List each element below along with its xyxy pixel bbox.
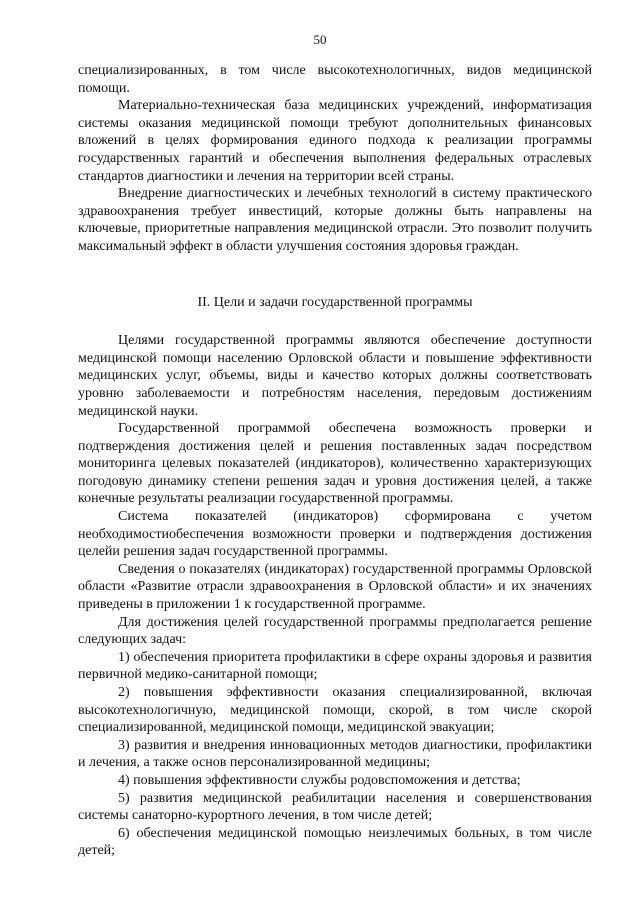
paragraph-material-base: Материально-техническая база медицинских учреждений, информатизация системы оказания медицинской помощи требуют дополнительных финансовых вложений в целях формирования единого подхода к реализации программы государственных гарантий и обеспечения выполнения федеральных отраслевых стандартов диагностики и лечения на территории всей страны. — [78, 98, 592, 184]
page-number: 50 — [313, 32, 327, 47]
task-item-2: 2) повышения эффективности оказания специализированной, включая высокотехнологичную, медицинской помощи, скорой, в том числе скорой специализированной, медицинской помощи, медицинской эвакуации; — [78, 685, 592, 736]
paragraph-indicator-info: Сведения о показателях (индикаторах) государственной программы Орловской области «Развитие отрасли здравоохранения в Орловской области» и их значениях приведены в приложении 1 к государственной программе. — [78, 561, 592, 613]
paragraph-tasks-intro: Для достижения целей государственной программы предполагается решение следующих задач: — [78, 614, 592, 648]
paragraph-technologies: Внедрение диагностических и лечебных технологий в систему практического здравоохранения требует инвестиций, которые должны быть направлены на ключевые, приоритетные направления медицинской отрасли. Это позволит получить максимальный эффект в области улучшения состояния здоровья граждан. — [78, 186, 592, 254]
task-item-1: 1) обеспечения приоритета профилактики в сфере охраны здоровья и развития первичной медико-санитарной помощи; — [78, 649, 592, 683]
section-heading: II. Цели и задачи государственной программы — [197, 294, 473, 310]
task-item-3: 3) развития и внедрения инновационных методов диагностики, профилактики и лечения, а также основ персонализированной медицины; — [78, 737, 592, 771]
task-item-5: 5) развития медицинской реабилитации населения и совершенствования системы санаторно-курортного лечения, в том числе детей; — [78, 790, 592, 824]
paragraph-continuation: специализированных, в том числе высокотехнологичных, видов медицинской помощи. — [78, 63, 592, 96]
document-body — [78, 62, 592, 860]
paragraph-goals: Целями государственной программы являются обеспечение доступности медицинской помощи населению Орловской области и повышение эффективности медицинских услуг, объемы, виды и качество которых должны соответствовать уровню заболеваемости и потребностям населения, передовым достижениям медицинской науки. — [78, 333, 592, 419]
task-item-4: 4) повышения эффективности службы родовспоможения и детства; — [118, 772, 521, 788]
task-item-6: 6) обеспечения медицинской помощью неизлечимых больных, в том числе детей; — [78, 825, 592, 859]
paragraph-indicator-system: Система показателей (индикаторов) сформирована с учетом необходимостиобеспечения возможности проверки и подтверждения достижения целейи решения задач государственной программы. — [78, 509, 592, 560]
paragraph-monitoring: Государственной программой обеспечена возможность проверки и подтверждения достижения целей и решения поставленных задач посредством мониторинга целевых показателей (индикаторов), количественно характеризующих погодовую динамику степени решения задач и уровня достижения целей, а также конечные результаты реализации государственной программы. — [78, 421, 592, 507]
